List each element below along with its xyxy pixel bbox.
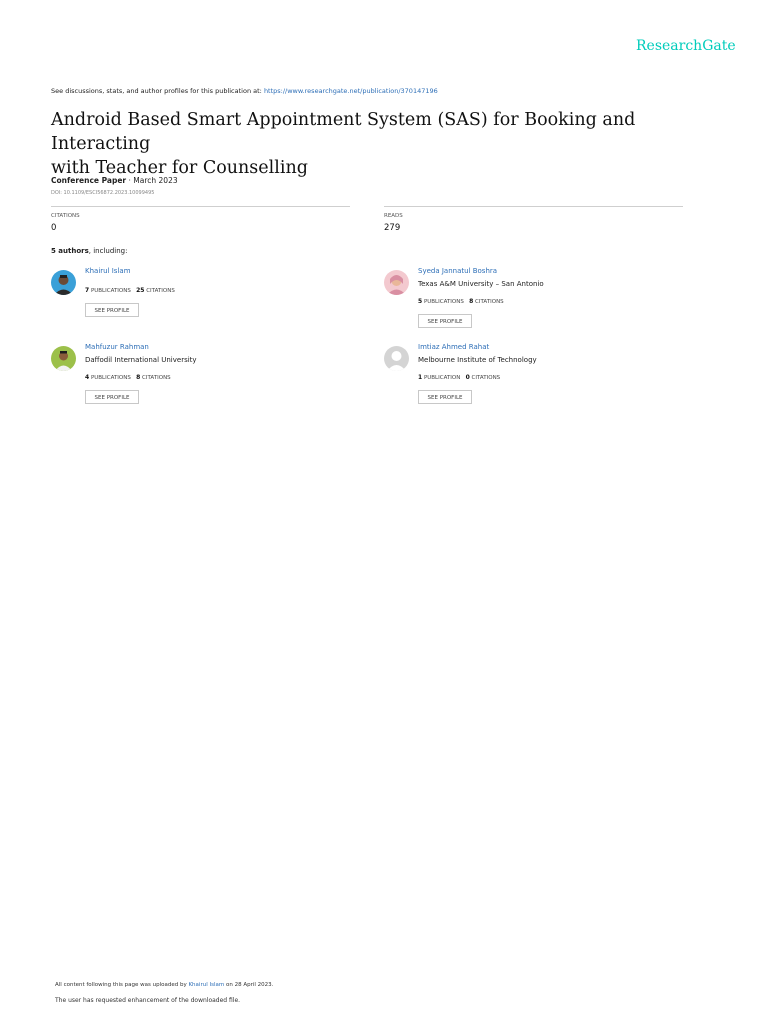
publication-link[interactable]: https://www.researchgate.net/publication/370147196 — [263, 87, 438, 95]
author-name[interactable]: Khairul Islam — [85, 267, 131, 275]
see-profile-button[interactable]: SEE PROFILE — [418, 314, 472, 328]
citation-label: CITATIONS — [142, 375, 171, 381]
see-profile-button[interactable]: SEE PROFILE — [85, 390, 139, 404]
paper-date: · March 2023 — [126, 176, 178, 185]
avatar[interactable] — [51, 270, 76, 295]
citation-label: CITATIONS — [146, 288, 175, 294]
publication-label: PUBLICATIONS — [423, 299, 464, 305]
author-name[interactable]: Mahfuzur Rahman — [85, 343, 149, 351]
publication-count: 5 — [418, 298, 423, 305]
citation-count: 8 — [136, 374, 141, 381]
publication-count: 4 — [85, 374, 90, 381]
citation-label: CITATIONS — [475, 299, 504, 305]
upload-note — [55, 982, 273, 988]
author-stats — [85, 287, 175, 294]
citations-divider — [51, 206, 350, 207]
enhancement-note: The user has requested enhancement of the downloaded file. — [55, 997, 241, 1004]
publication-label: PUBLICATION — [423, 375, 461, 381]
citation-count: 25 — [136, 287, 145, 294]
citation-label: CITATIONS — [471, 375, 501, 381]
avatar[interactable] — [51, 346, 76, 371]
reads-value: 279 — [384, 223, 401, 233]
author-institution: Texas A&M University – San Antonio — [418, 280, 544, 288]
publication-count: 1 — [418, 374, 423, 381]
uploader-link[interactable]: Khairul Islam — [188, 982, 225, 988]
author-name[interactable]: Imtiaz Ahmed Rahat — [418, 343, 490, 351]
see-profile-button[interactable]: SEE PROFILE — [85, 303, 139, 317]
author-stats — [418, 374, 500, 381]
author-stats — [418, 298, 504, 305]
author-institution: Melbourne Institute of Technology — [418, 356, 537, 364]
discussion-note — [51, 87, 438, 95]
see-profile-button[interactable]: SEE PROFILE — [418, 390, 472, 404]
discussion-text: See discussions, stats, and author profiles for this publication at: — [51, 87, 264, 95]
author-stats — [85, 374, 171, 381]
title-line-2: with Teacher for Counselling — [51, 158, 308, 178]
publication-label: PUBLICATIONS — [90, 375, 131, 381]
avatar[interactable] — [384, 270, 409, 295]
publication-label: PUBLICATIONS — [90, 288, 131, 294]
citation-count: 0 — [465, 374, 470, 381]
upload-prefix: All content following this page was uploaded by — [55, 982, 189, 988]
citation-count: 8 — [469, 298, 474, 305]
paper-title — [51, 108, 731, 180]
default-avatar-icon[interactable] — [384, 346, 409, 371]
citations-value: 0 — [51, 223, 57, 233]
authors-suffix: , including: — [88, 247, 128, 255]
author-name[interactable]: Syeda Jannatul Boshra — [418, 267, 498, 275]
author-institution: Daffodil International University — [85, 356, 197, 364]
authors-header — [51, 247, 127, 255]
publication-count: 7 — [85, 287, 90, 294]
paper-type: Conference Paper — [51, 176, 127, 185]
reads-divider — [384, 206, 683, 207]
upload-suffix: on 28 April 2023. — [224, 982, 274, 988]
title-line-1: Android Based Smart Appointment System (SAS) for Booking and Interacting — [51, 110, 636, 154]
paper-meta — [51, 176, 178, 185]
reads-label: READS — [384, 213, 403, 219]
citations-label: CITATIONS — [51, 213, 80, 219]
researchgate-logo[interactable]: ResearchGate — [636, 38, 736, 54]
authors-count: 5 authors — [51, 247, 89, 255]
paper-doi: DOI: 10.1109/ESCI56872.2023.10099495 — [51, 190, 155, 196]
